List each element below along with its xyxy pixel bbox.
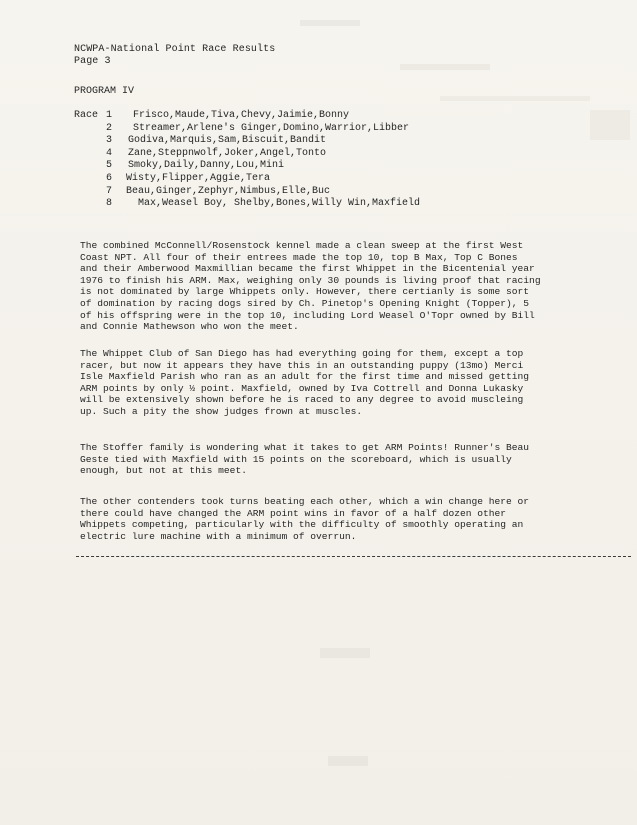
text-line: there could have changed the ARM point wins in favor of a half dozen other: [80, 507, 507, 519]
race-number: 3: [105, 135, 112, 147]
text-line: Geste tied with Maxfield with 15 points on the scoreboard, which is usually: [80, 453, 512, 465]
header-title: NCWPA-National Point Race Results: [74, 44, 276, 55]
text-line: is not dominated by large Whippets only. However, there certianly is some sort: [80, 286, 530, 298]
race-number: 5: [105, 160, 112, 172]
race-entrants: Wisty,Flipper,Aggie,Tera: [126, 172, 271, 184]
race-row: [74, 198, 594, 211]
text-line: The other contenders took turns beating each other, which a win change here or: [80, 496, 530, 507]
text-line: electric lure machine with a minimum of overrun.: [80, 530, 357, 542]
race-number: 6: [105, 172, 112, 184]
race-row: [74, 148, 594, 161]
race-list: [74, 110, 594, 211]
race-row: [74, 186, 594, 199]
text-line: 1976 to finish his ARM. Max, weighing only 30 pounds is living proof that racing: [80, 274, 541, 286]
race-entrants: Godiva,Marquis,Sam,Biscuit,Bandit: [128, 135, 327, 147]
race-number: 1: [105, 110, 112, 121]
program-heading: PROGRAM IV: [74, 86, 135, 97]
race-number: 2: [105, 122, 112, 134]
race-entrants: Max,Weasel Boy, Shelby,Bones,Willy Win,Maxfield: [138, 198, 421, 210]
race-row: [74, 135, 594, 148]
text-line: The combined McConnell/Rosenstock kennel made a clean sweep at the first West: [80, 240, 524, 251]
race-entrants: Zane,Steppnwolf,Joker,Angel,Tonto: [128, 147, 327, 159]
text-line: racer, but now it appears they have this in an outstanding puppy (13mo) Merci: [80, 359, 524, 371]
text-line: and Connie Mathewson who won the meet.: [80, 321, 299, 333]
page-number: Page 3: [74, 56, 111, 67]
race-number: 4: [105, 147, 112, 159]
text-line: of domination by racing dogs sired by Ch. Pinetop's Opening Knight (Topper), 5: [80, 297, 530, 309]
text-line: Whippets competing, particularly with the difficulty of smoothly operating an: [80, 519, 524, 531]
race-row: [74, 110, 594, 123]
race-row: [74, 173, 594, 186]
race-number: 8: [105, 198, 112, 210]
race-entrants: Smoky,Daily,Danny,Lou,Mini: [128, 160, 285, 172]
dashed-divider: [76, 556, 631, 557]
bleed-through-mark: [440, 96, 590, 101]
text-line: and their Amberwood Maxmillian became the first Whippet in the Bicentenial year: [80, 263, 535, 275]
text-line: Isle Maxfield Parish who ran as an adult for the first time and missed getting: [80, 371, 530, 383]
text-line: will be extensively shown before he is raced to any degree to avoid muscleing: [80, 394, 524, 406]
race-row: [74, 160, 594, 173]
race-number: 7: [105, 185, 112, 197]
text-line: The Stoffer family is wondering what it takes to get ARM Points! Runner's Beau: [80, 442, 530, 453]
paragraph-mcconnell-rosenstock: [80, 240, 592, 333]
bleed-through-mark: [328, 756, 368, 766]
text-line: ARM points by only ½ point. Maxfield, owned by Iva Cottrell and Donna Lukasky: [80, 382, 524, 394]
race-row: [74, 123, 594, 136]
race-entrants: Frisco,Maude,Tiva,Chevy,Jaimie,Bonny: [133, 110, 350, 121]
race-entrants: Streamer,Arlene's Ginger,Domino,Warrior,Libber: [133, 122, 410, 134]
paragraph-san-diego: [80, 348, 592, 418]
text-line: enough, but not at this meet.: [80, 465, 247, 477]
bleed-through-mark: [400, 64, 490, 70]
text-line: up. Such a pity the show judges frown at muscles.: [80, 405, 363, 417]
paragraph-contenders: [80, 496, 592, 542]
paragraph-stoffer: [80, 442, 592, 477]
bleed-through-mark: [590, 110, 630, 140]
race-entrants: Beau,Ginger,Zephyr,Nimbus,Elle,Buc: [126, 185, 331, 197]
bleed-through-mark: [300, 20, 360, 26]
text-line: of his offspring were in the top 10, including Lord Weasel O'Topr owned by Bill: [80, 309, 535, 321]
race-label: Race: [74, 110, 99, 121]
text-line: The Whippet Club of San Diego has had everything going for them, except a top: [80, 348, 524, 359]
text-line: Coast NPT. All four of their entrees made the top 10, top B Max, Top C Bones: [80, 251, 518, 263]
bleed-through-mark: [320, 648, 370, 658]
